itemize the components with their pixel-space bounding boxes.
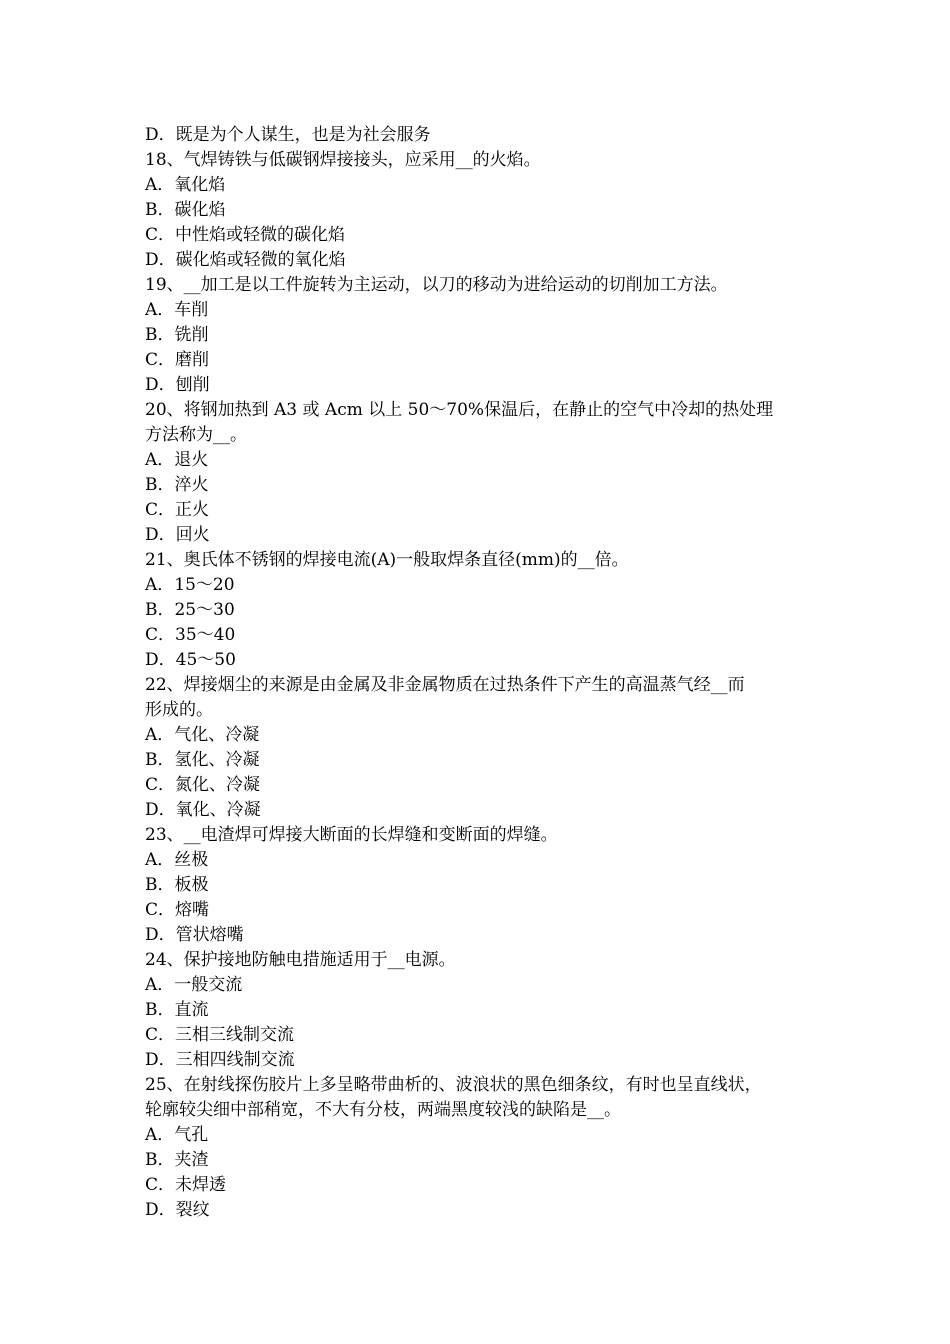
question-24: 24、保护接地防触电措施适用于__电源。 <box>145 950 456 970</box>
option-line: B．碳化焰 <box>145 200 226 220</box>
option-line: D．管状熔嘴 <box>145 925 244 945</box>
option-line: C．未焊透 <box>145 1175 227 1195</box>
option-line: A．一般交流 <box>145 975 243 995</box>
question-list <box>145 123 810 1223</box>
question-19: 19、__加工是以工件旋转为主运动，以刀的移动为进给运动的切削加工方法。 <box>145 275 728 295</box>
option-line: A．丝极 <box>145 850 209 870</box>
option-line: D．45～50 <box>145 650 236 670</box>
option-line: C．中性焰或轻微的碳化焰 <box>145 225 346 245</box>
question-20: 20、将钢加热到 A3 或 Acm 以上 50～70%保温后，在静止的空气中冷却的热处理 <box>145 400 774 420</box>
question-25-continued: 轮廓较尖细中部稍宽，不大有分枝，两端黑度较浅的缺陷是__。 <box>145 1100 621 1120</box>
question-22: 22、焊接烟尘的来源是由金属及非金属物质在过热条件下产生的高温蒸气经__而 <box>145 675 745 695</box>
option-line: D．三相四线制交流 <box>145 1050 295 1070</box>
option-line: D．氧化、冷凝 <box>145 800 261 820</box>
option-line: D．裂纹 <box>145 1200 210 1220</box>
option-line: D．刨削 <box>145 375 210 395</box>
question-21: 21、奥氏体不锈钢的焊接电流(A)一般取焊条直径(mm)的__倍。 <box>145 550 629 570</box>
option-line: A．气孔 <box>145 1125 209 1145</box>
option-line: D．既是为个人谋生，也是为社会服务 <box>145 125 431 145</box>
option-line: C．磨削 <box>145 350 210 370</box>
option-line: B．淬火 <box>145 475 209 495</box>
option-line: A．气化、冷凝 <box>145 725 260 745</box>
option-line: C．正火 <box>145 500 210 520</box>
question-18: 18、气焊铸铁与低碳钢焊接接头，应采用__的火焰。 <box>145 150 541 170</box>
option-line: A．车削 <box>145 300 209 320</box>
option-line: B．直流 <box>145 1000 209 1020</box>
option-line: B．25～30 <box>145 600 235 620</box>
option-line: B．板极 <box>145 875 209 895</box>
option-line: B．夹渣 <box>145 1150 209 1170</box>
question-23: 23、__电渣焊可焊接大断面的长焊缝和变断面的焊缝。 <box>145 825 558 845</box>
option-line: C．熔嘴 <box>145 900 210 920</box>
option-line: C．35～40 <box>145 625 236 645</box>
option-line: B．氢化、冷凝 <box>145 750 260 770</box>
option-line: A．15～20 <box>145 575 235 595</box>
option-line: D．碳化焰或轻微的氧化焰 <box>145 250 346 270</box>
option-line: D．回火 <box>145 525 210 545</box>
option-line: C．氮化、冷凝 <box>145 775 261 795</box>
option-line: A．退火 <box>145 450 209 470</box>
question-22-continued: 形成的。 <box>145 700 213 720</box>
question-20-continued: 方法称为__。 <box>145 425 247 445</box>
question-25: 25、在射线探伤胶片上多呈略带曲析的、波浪状的黑色细条纹，有时也呈直线状， <box>145 1075 762 1095</box>
option-line: B．铣削 <box>145 325 209 345</box>
option-line: C．三相三线制交流 <box>145 1025 295 1045</box>
option-line: A．氧化焰 <box>145 175 226 195</box>
